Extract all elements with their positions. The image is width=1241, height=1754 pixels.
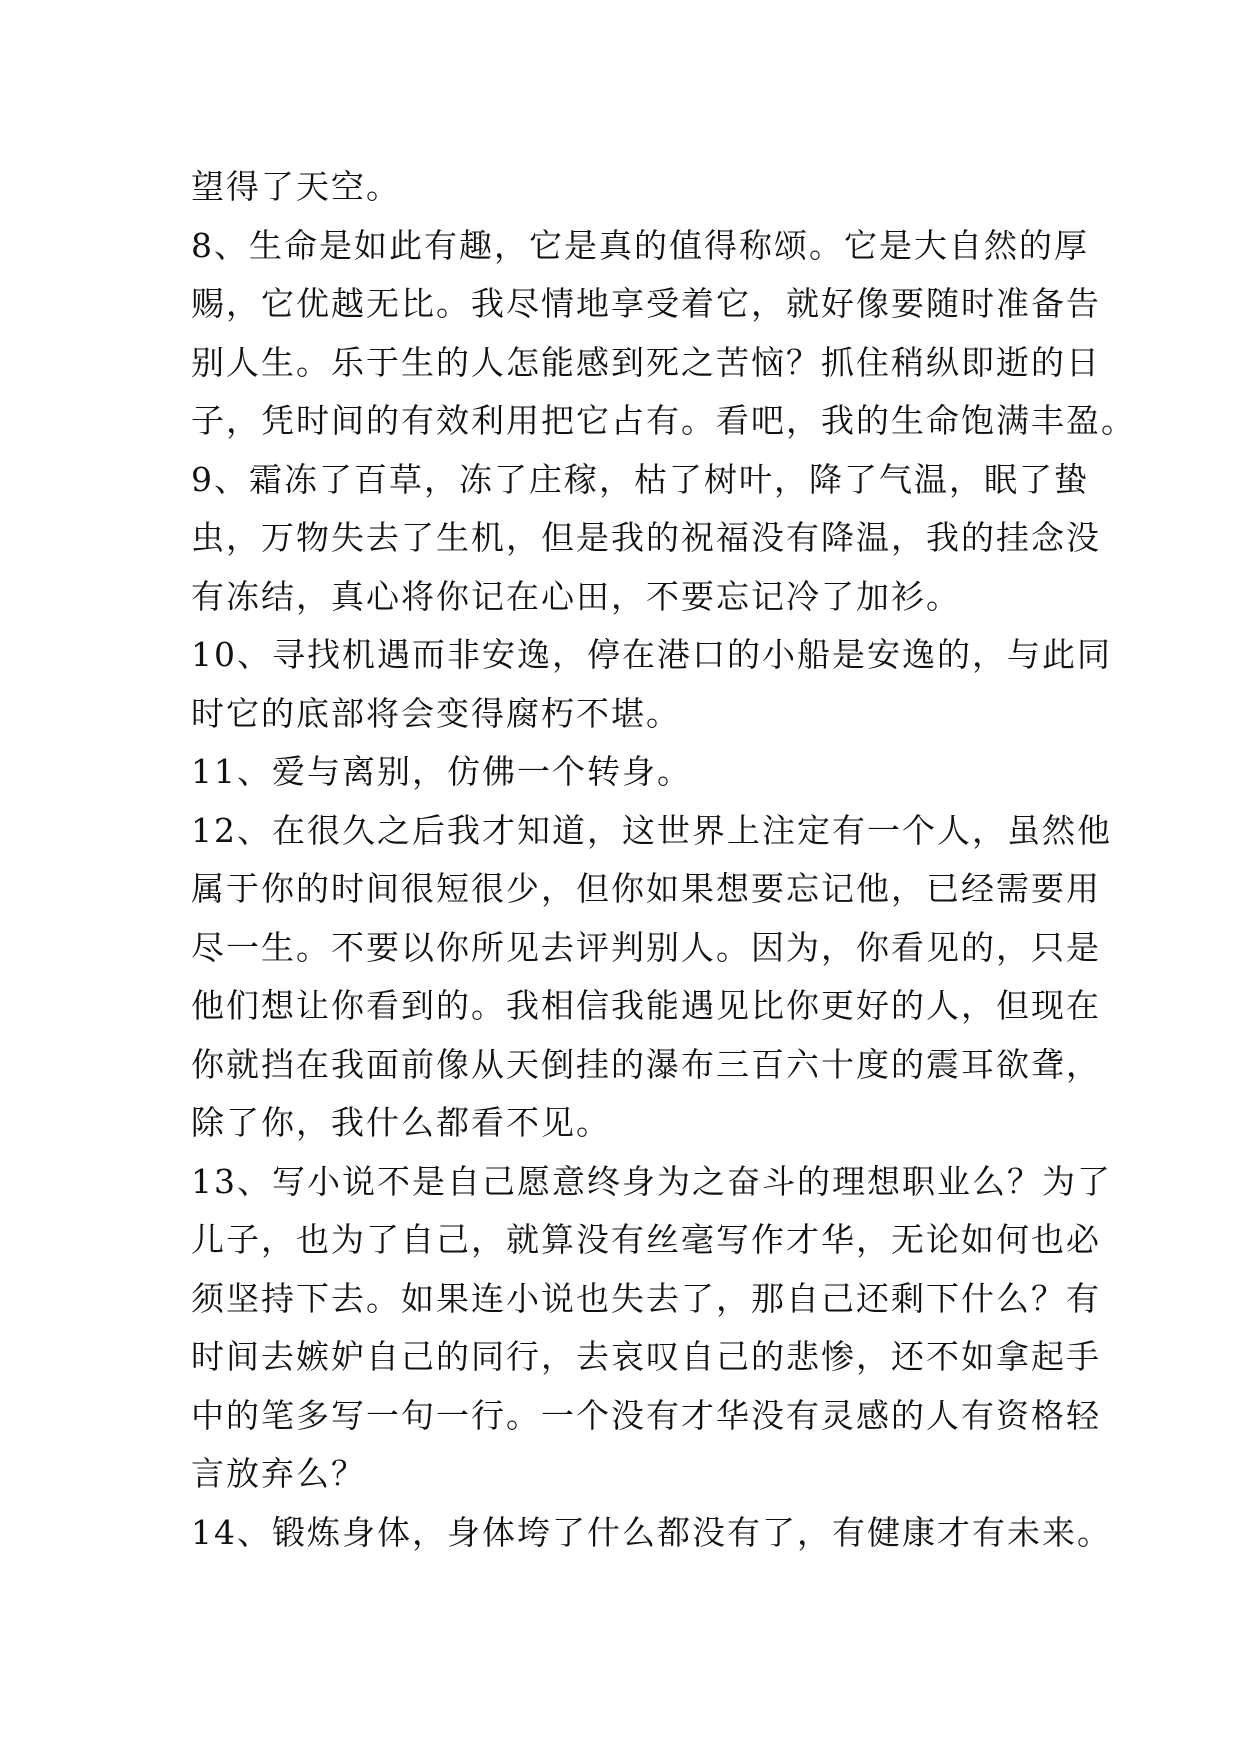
- document-text: [191, 158, 1136, 1562]
- text-line: 子，凭时间的有效利用把它占有。看吧，我的生命饱满丰盈。: [191, 401, 1136, 440]
- text-line: 尽一生。不要以你所见去评判别人。因为，你看见的，只是: [191, 927, 1101, 967]
- text-line: 时间去嫉妒自己的同行，去哀叹自己的悲惨，还不如拿起手: [191, 1337, 1101, 1376]
- text-line: 11、爱与离别，仿佛一个转身。: [191, 752, 692, 791]
- text-line: 9、霜冻了百草，冻了庄稼，枯了树叶，降了气温，眠了蛰: [191, 459, 1089, 499]
- text-line: 望得了天空。: [191, 167, 401, 206]
- text-line: 他们想让你看到的。我相信我能遇见比你更好的人，但现在: [191, 986, 1101, 1025]
- text-line: 虫，万物失去了生机，但是我的祝福没有降温，我的挂念没: [191, 518, 1101, 557]
- text-line: 你就挡在我面前像从天倒挂的瀑布三百六十度的震耳欲聋，: [191, 1044, 1101, 1084]
- text-line: 须坚持下去。如果连小说也失去了，那自己还剩下什么？有: [191, 1278, 1101, 1318]
- text-line: 13、写小说不是自己愿意终身为之奋斗的理想职业么？为了: [191, 1161, 1112, 1201]
- text-line: 时它的底部将会变得腐朽不堪。: [191, 693, 681, 733]
- text-line: 中的笔多写一句一行。一个没有才华没有灵感的人有资格轻: [191, 1395, 1101, 1435]
- text-line: 10、寻找机遇而非安逸，停在港口的小船是安逸的，与此同: [191, 635, 1112, 674]
- text-line: 属于你的时间很短很少，但你如果想要忘记他，已经需要用: [191, 869, 1101, 908]
- text-line: 言放弃么？: [191, 1454, 366, 1493]
- text-line: 12、在很久之后我才知道，这世界上注定有一个人，虽然他: [191, 810, 1112, 850]
- text-line: 8、生命是如此有趣，它是真的值得称颂。它是大自然的厚: [191, 225, 1089, 265]
- text-line: 有冻结，真心将你记在心田，不要忘记冷了加衫。: [191, 576, 961, 616]
- text-line: 别人生。乐于生的人怎能感到死之苦恼？抓住稍纵即逝的日: [191, 342, 1101, 382]
- text-line: 14、锻炼身体，身体垮了什么都没有了，有健康才有未来。: [191, 1512, 1112, 1552]
- text-line: 儿子，也为了自己，就算没有丝毫写作才华，无论如何也必: [191, 1220, 1101, 1259]
- text-line: 赐，它优越无比。我尽情地享受着它，就好像要随时准备告: [191, 284, 1101, 323]
- text-line: 除了你，我什么都看不见。: [191, 1103, 611, 1142]
